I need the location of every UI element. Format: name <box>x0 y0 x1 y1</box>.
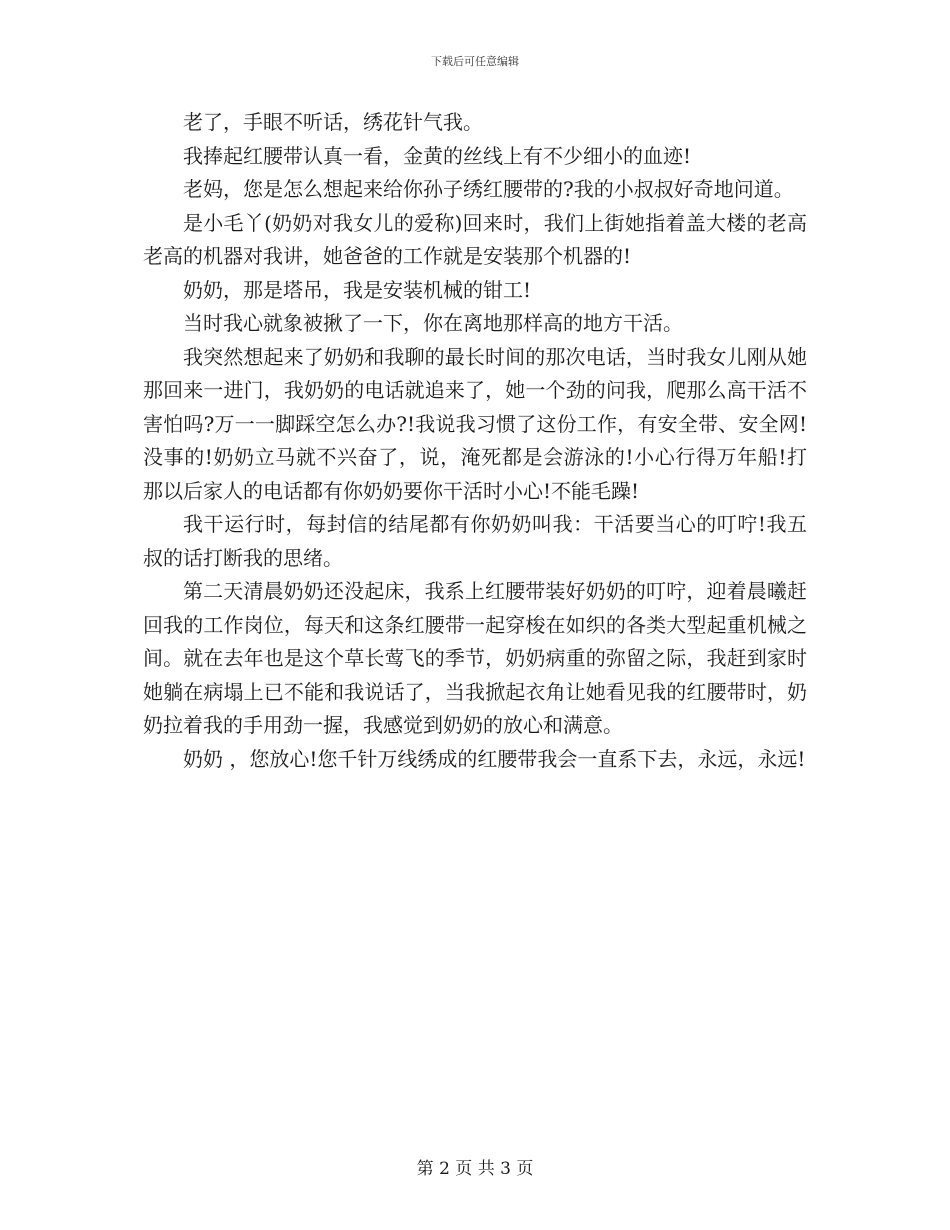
paragraph-8: 我干运行时，每封信的结尾都有你奶奶叫我：干活要当心的叮咛!我五叔的话打断我的思绪。 <box>143 512 807 570</box>
paragraph-1: 老了，手眼不听话，绣花针气我。 <box>183 110 483 134</box>
paragraph-10: 奶奶 ，您放心!您千针万线绣成的红腰带我会一直系下去，永远，永远! <box>183 746 806 771</box>
paragraph-2: 我捧起红腰带认真一看，金黄的丝线上有不少细小的血迹! <box>183 143 692 168</box>
paragraph-9: 第二天清晨奶奶还没起床，我系上红腰带装好奶奶的叮咛，迎着晨曦赶回我的工作岗位，每天和这条红腰带一起穿梭在如织的各类大型起重机械之间。就在去年也是这个草长莺飞的季节，奶奶病重的弥留之际，我赶到家时她躺在病塌上已不能和我说话了，当我掀起衣角让她看见我的红腰带时，奶奶拉着我的手用劲一握，我感觉到奶奶的放心和满意。 <box>143 579 807 737</box>
document-body <box>143 106 807 776</box>
paragraph-4: 是小毛丫(奶奶对我女儿的爱称)回来时，我们上街她指着盖大楼的老高老高的机器对我讲，她爸爸的工作就是安装那个机器的! <box>143 210 807 268</box>
page-number: 第 2 页 共 3 页 <box>416 1159 534 1179</box>
paragraph-3: 老妈，您是怎么想起来给你孙子绣红腰带的?我的小叔叔好奇地问道。 <box>183 177 794 201</box>
paragraph-7: 我突然想起来了奶奶和我聊的最长时间的那次电话，当时我女儿刚从她那回来一进门，我奶奶的电话就追来了，她一个劲的问我，爬那么高干活不害怕吗?万一一脚踩空怎么办?!我说我习惯了这份工作，有安全带、安全网!没事的!奶奶立马就不兴奋了，说，淹死都是会游泳的!小心行得万年船!打那以后家人的电话都有你奶奶要你干活时小心!不能毛躁! <box>143 344 807 503</box>
paragraph-5: 奶奶，那是塔吊，我是安装机械的钳工! <box>183 277 532 302</box>
paragraph-6: 当时我心就象被揪了一下，你在离地那样高的地方干活。 <box>183 311 683 335</box>
page-header: 下载后可任意编辑 <box>431 55 519 68</box>
